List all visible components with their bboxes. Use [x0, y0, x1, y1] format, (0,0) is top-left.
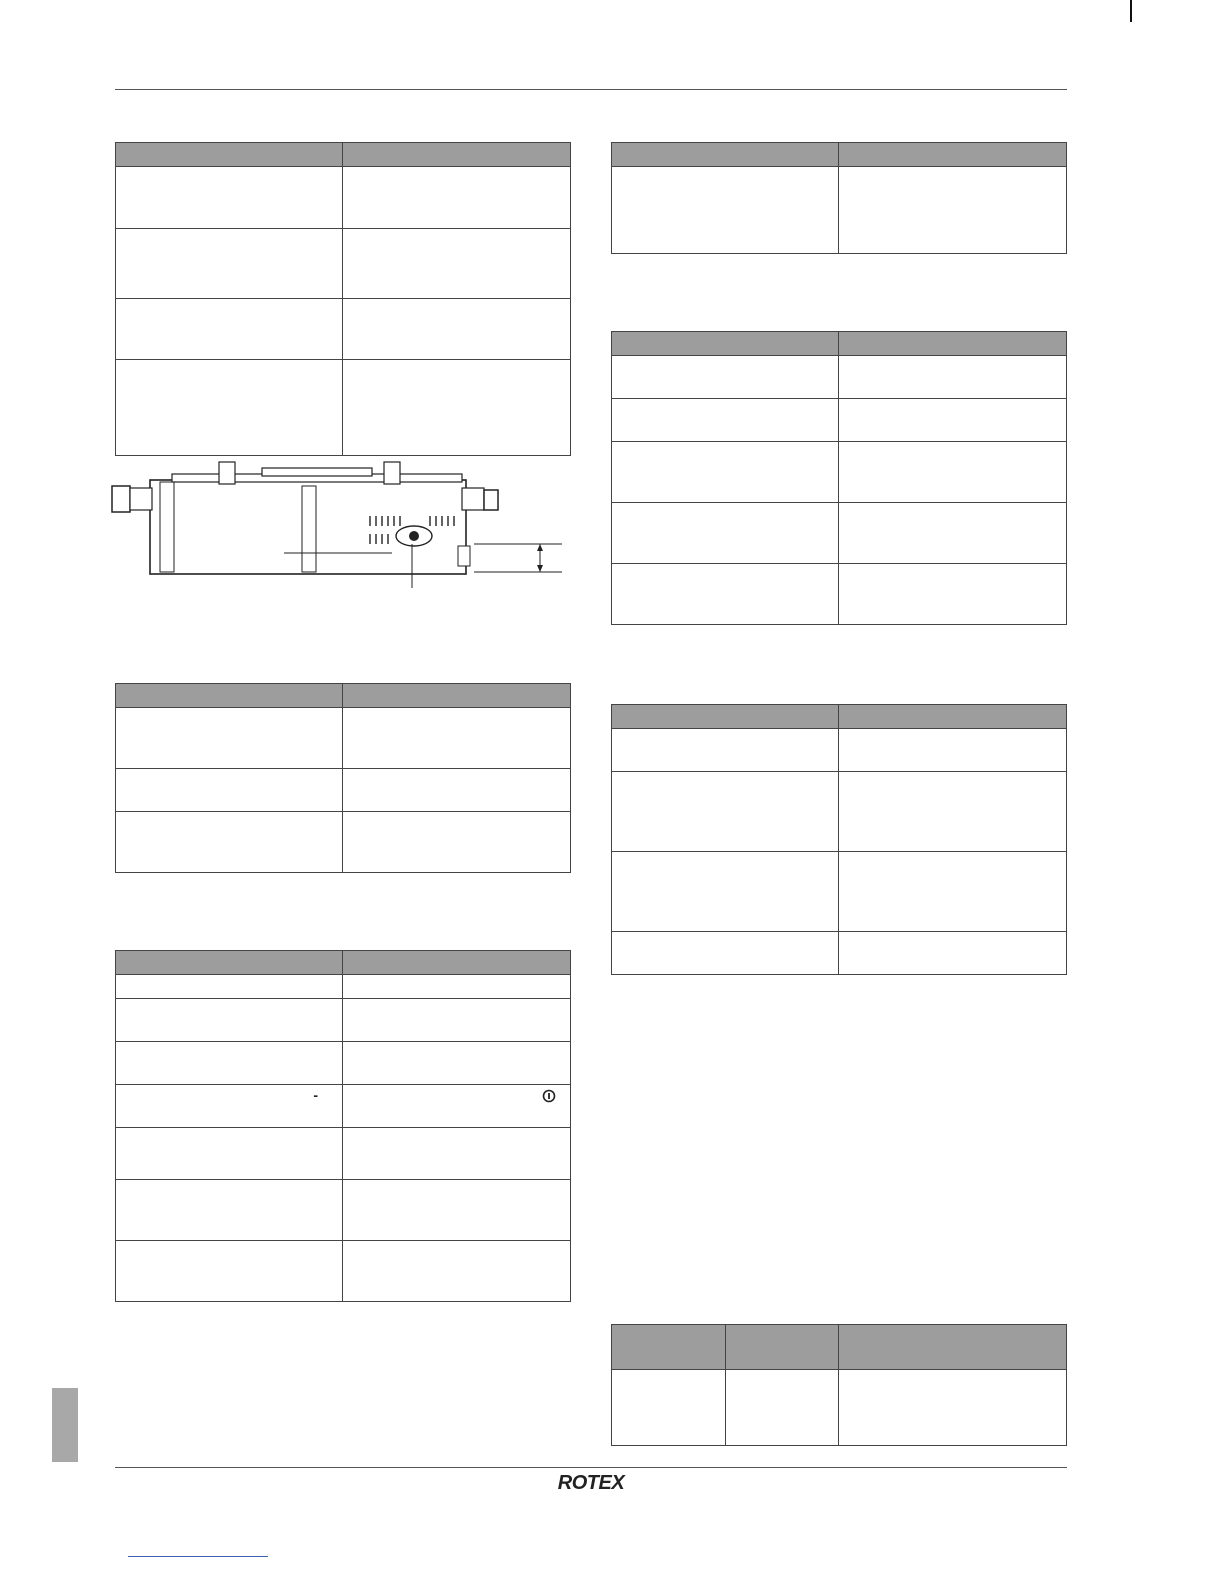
table-cell [343, 1042, 571, 1085]
right-fitting [462, 488, 484, 510]
table-cell [839, 932, 1067, 975]
header-cell [726, 1325, 839, 1370]
table-row [116, 1241, 571, 1302]
table-row [116, 360, 571, 456]
table-row [612, 442, 1067, 503]
top-panel [262, 468, 372, 476]
table-cell [343, 299, 571, 360]
table-cell [343, 1241, 571, 1302]
table-cell [343, 1180, 571, 1241]
footer-link-underline[interactable] [128, 1556, 268, 1557]
header-cell [612, 1325, 726, 1370]
switch-knob [409, 531, 419, 541]
table-header-row [612, 143, 1067, 167]
table-row [116, 1085, 571, 1128]
table-row [116, 769, 571, 812]
table-cell [612, 356, 839, 399]
table-cell [116, 1085, 343, 1128]
table-cell [343, 360, 571, 456]
header-cell [612, 143, 839, 167]
table-header-row [612, 1325, 1067, 1370]
table-left-2 [115, 683, 571, 873]
dimension-arrow-bottom [537, 565, 543, 572]
table-row [612, 932, 1067, 975]
table-cell [612, 1370, 726, 1446]
header-cell [839, 143, 1067, 167]
table-cell [839, 1370, 1067, 1446]
table-row [612, 852, 1067, 932]
table-row [612, 356, 1067, 399]
table-cell [839, 564, 1067, 625]
table-cell [839, 167, 1067, 254]
table-cell [612, 729, 839, 772]
table-cell [839, 442, 1067, 503]
table-right-3 [611, 704, 1067, 975]
header-cell [116, 951, 343, 975]
table-cell [116, 708, 343, 769]
table-cell [116, 229, 343, 299]
table-row [612, 399, 1067, 442]
table-cell [343, 812, 571, 873]
table-row [116, 999, 571, 1042]
info-circle-icon [542, 1089, 556, 1103]
table-header-row [612, 705, 1067, 729]
top-post-left [219, 462, 235, 484]
table-cell [116, 975, 343, 999]
side-section-tab [52, 1388, 78, 1462]
table-row [116, 708, 571, 769]
table-cell [612, 399, 839, 442]
table-cell [612, 503, 839, 564]
table-cell [343, 1085, 571, 1128]
table-header-row [116, 684, 571, 708]
table-cell [343, 975, 571, 999]
table-row [116, 975, 571, 999]
table-cell [612, 167, 839, 254]
table-row [116, 167, 571, 229]
header-cell [116, 684, 343, 708]
table-row [116, 1128, 571, 1180]
table-right-2 [611, 331, 1067, 625]
table-cell [612, 932, 839, 975]
table-cell [116, 1180, 343, 1241]
header-cell [839, 705, 1067, 729]
header-cell [116, 143, 343, 167]
left-nut [112, 486, 130, 512]
table-header-row [116, 143, 571, 167]
right-nut [484, 490, 498, 510]
table-row [116, 812, 571, 873]
unit-side-view-figure [102, 458, 572, 598]
side-box [458, 546, 470, 566]
table-cell [612, 852, 839, 932]
table-cell [116, 299, 343, 360]
table-cell [116, 999, 343, 1042]
table-row [612, 167, 1067, 254]
table-cell [116, 812, 343, 873]
table-right-4 [611, 1324, 1067, 1446]
header-cell [343, 684, 571, 708]
table-row [612, 564, 1067, 625]
table-cell [116, 1128, 343, 1180]
dash-mark: - [313, 1087, 318, 1103]
rotex-logo [553, 1468, 629, 1496]
table-cell [839, 852, 1067, 932]
table-cell [343, 708, 571, 769]
table-row [116, 1180, 571, 1241]
rotex-logo-text: ROTEX [557, 1472, 625, 1494]
table-right-1 [611, 142, 1067, 254]
table-cell [343, 1128, 571, 1180]
table-header-row [116, 951, 571, 975]
table-cell [839, 399, 1067, 442]
crop-mark-top-right [1130, 0, 1132, 22]
header-cell [612, 705, 839, 729]
table-cell [726, 1370, 839, 1446]
header-cell [343, 951, 571, 975]
table-row [612, 503, 1067, 564]
table-cell [839, 772, 1067, 852]
header-cell [839, 1325, 1067, 1370]
table-cell [612, 564, 839, 625]
table-row [612, 772, 1067, 852]
header-rule [115, 89, 1067, 90]
table-row [612, 729, 1067, 772]
table-row [116, 1042, 571, 1085]
table-row [116, 229, 571, 299]
table-cell [612, 442, 839, 503]
table-left-3 [115, 950, 571, 1302]
table-left-1 [115, 142, 571, 456]
table-cell [343, 999, 571, 1042]
table-cell [839, 503, 1067, 564]
table-cell [839, 356, 1067, 399]
table-row [116, 299, 571, 360]
table-cell [116, 360, 343, 456]
table-cell [343, 167, 571, 229]
table-cell [116, 1241, 343, 1302]
table-cell [116, 167, 343, 229]
table-cell [116, 769, 343, 812]
table-cell [343, 769, 571, 812]
table-cell [612, 772, 839, 852]
header-cell [839, 332, 1067, 356]
header-cell [612, 332, 839, 356]
table-cell [343, 229, 571, 299]
table-header-row [612, 332, 1067, 356]
top-post-right [384, 462, 400, 484]
table-cell [839, 729, 1067, 772]
table-cell [116, 1042, 343, 1085]
left-fitting [130, 488, 152, 510]
header-cell [343, 143, 571, 167]
dimension-arrow-top [537, 544, 543, 551]
table-row [612, 1370, 1067, 1446]
